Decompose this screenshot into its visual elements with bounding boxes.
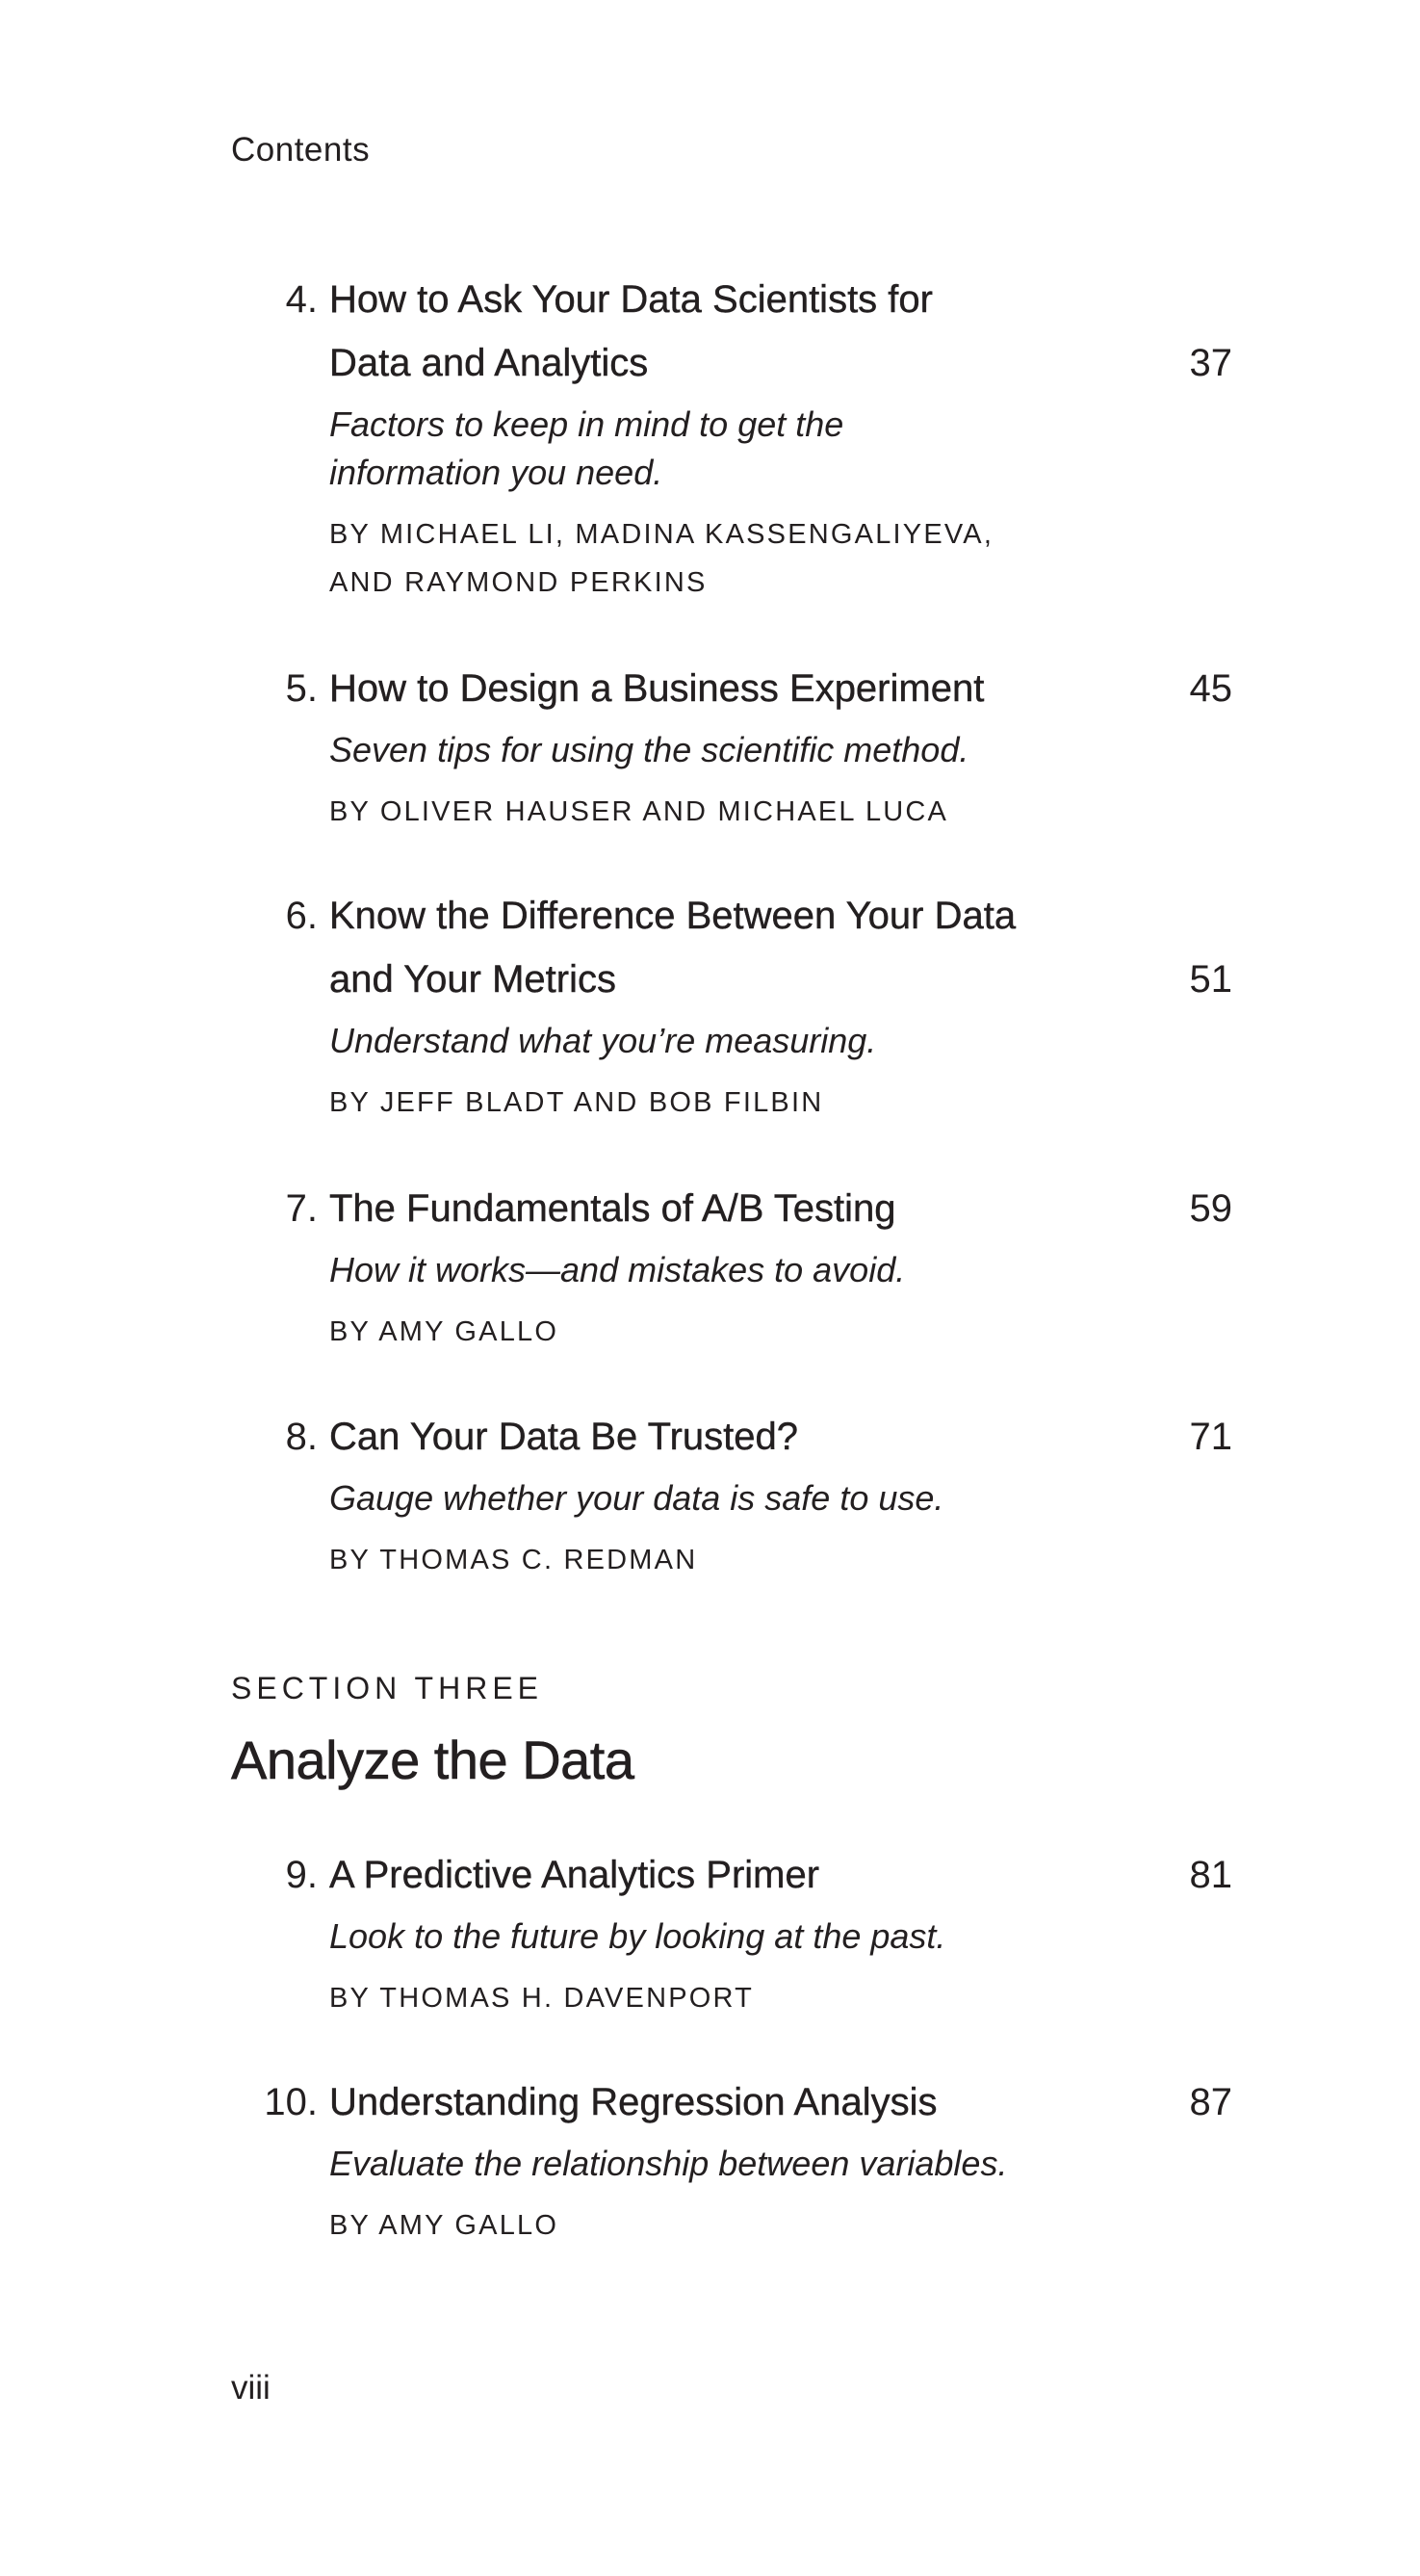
chapter-subtitle bbox=[329, 401, 1022, 497]
entry-body bbox=[329, 2070, 1022, 2250]
entry-body bbox=[329, 1405, 1022, 1584]
chapter-byline: BY AMY GALLO bbox=[329, 1316, 559, 1347]
page-number: 71 bbox=[1189, 1416, 1232, 1458]
chapter-title bbox=[329, 884, 1022, 1011]
chapter-number: 8. bbox=[285, 1416, 318, 1458]
chapter-number: 9. bbox=[285, 1854, 318, 1896]
chapter-byline-line: BY MICHAEL LI, MADINA KASSENGALIYEVA, bbox=[329, 519, 994, 550]
chapter-byline: BY JEFF BLADT AND BOB FILBIN bbox=[329, 1087, 824, 1118]
chapter-subtitle: Gauge whether your data is safe to use. bbox=[329, 1478, 944, 1518]
chapter-byline: BY AMY GALLO bbox=[329, 2210, 559, 2241]
entry-body bbox=[329, 884, 1022, 1127]
chapter-title-line: How to Ask Your Data Scientists for bbox=[329, 278, 933, 321]
toc-entry[interactable] bbox=[231, 1177, 1232, 1369]
chapter-subtitle: Evaluate the relationship between variables. bbox=[329, 2144, 1008, 2183]
chapter-number: 10. bbox=[264, 2081, 318, 2123]
toc-entry[interactable] bbox=[231, 1843, 1232, 2036]
toc-entry[interactable] bbox=[231, 884, 1232, 1134]
page-number: 51 bbox=[1189, 958, 1232, 1001]
entry-body bbox=[329, 657, 1022, 836]
toc-entry[interactable] bbox=[231, 268, 1232, 614]
chapter-title: A Predictive Analytics Primer bbox=[329, 1854, 820, 1896]
entry-body bbox=[329, 1177, 1022, 1356]
chapter-title: The Fundamentals of A/B Testing bbox=[329, 1187, 896, 1230]
chapter-subtitle-line: Factors to keep in mind to get the bbox=[329, 404, 844, 444]
chapter-subtitle: Seven tips for using the scientific method. bbox=[329, 730, 969, 769]
entry-body bbox=[329, 268, 1022, 607]
page-number: 81 bbox=[1189, 1854, 1232, 1896]
chapter-number: 7. bbox=[285, 1187, 318, 1230]
page-folio: viii bbox=[231, 2369, 271, 2407]
chapter-title bbox=[329, 268, 1022, 395]
chapter-number: 6. bbox=[285, 895, 318, 937]
chapter-byline: BY THOMAS C. REDMAN bbox=[329, 1545, 698, 1575]
section-label: SECTION THREE bbox=[231, 1671, 543, 1705]
running-header: Contents bbox=[231, 131, 371, 169]
chapter-subtitle: How it works—and mistakes to avoid. bbox=[329, 1250, 906, 1289]
chapter-number: 4. bbox=[285, 278, 318, 321]
chapter-title: Understanding Regression Analysis bbox=[329, 2081, 938, 2123]
chapter-byline bbox=[329, 510, 1022, 607]
chapter-title-line: Know the Difference Between Your Data bbox=[329, 895, 1017, 937]
chapter-subtitle-line: information you need. bbox=[329, 453, 663, 492]
chapter-title: Can Your Data Be Trusted? bbox=[329, 1416, 798, 1458]
chapter-byline: BY OLIVER HAUSER AND MICHAEL LUCA bbox=[329, 796, 949, 827]
chapter-byline: BY THOMAS H. DAVENPORT bbox=[329, 1983, 755, 2014]
chapter-byline-line: AND RAYMOND PERKINS bbox=[329, 567, 708, 598]
toc-entry[interactable] bbox=[231, 657, 1232, 849]
section-title: Analyze the Data bbox=[231, 1730, 634, 1790]
chapter-title-line: Data and Analytics bbox=[329, 342, 649, 384]
page-number: 87 bbox=[1189, 2081, 1232, 2123]
entry-body bbox=[329, 1843, 1022, 2022]
page-number: 37 bbox=[1189, 342, 1232, 384]
page-number: 45 bbox=[1189, 667, 1232, 710]
toc-entry[interactable] bbox=[231, 1405, 1232, 1598]
chapter-subtitle: Understand what you’re measuring. bbox=[329, 1021, 877, 1060]
toc-entry[interactable] bbox=[231, 2070, 1232, 2263]
chapter-title-line: and Your Metrics bbox=[329, 958, 616, 1001]
page-number: 59 bbox=[1189, 1187, 1232, 1230]
chapter-title: How to Design a Business Experiment bbox=[329, 667, 985, 710]
chapter-subtitle: Look to the future by looking at the past. bbox=[329, 1916, 946, 1956]
chapter-number: 5. bbox=[285, 667, 318, 710]
